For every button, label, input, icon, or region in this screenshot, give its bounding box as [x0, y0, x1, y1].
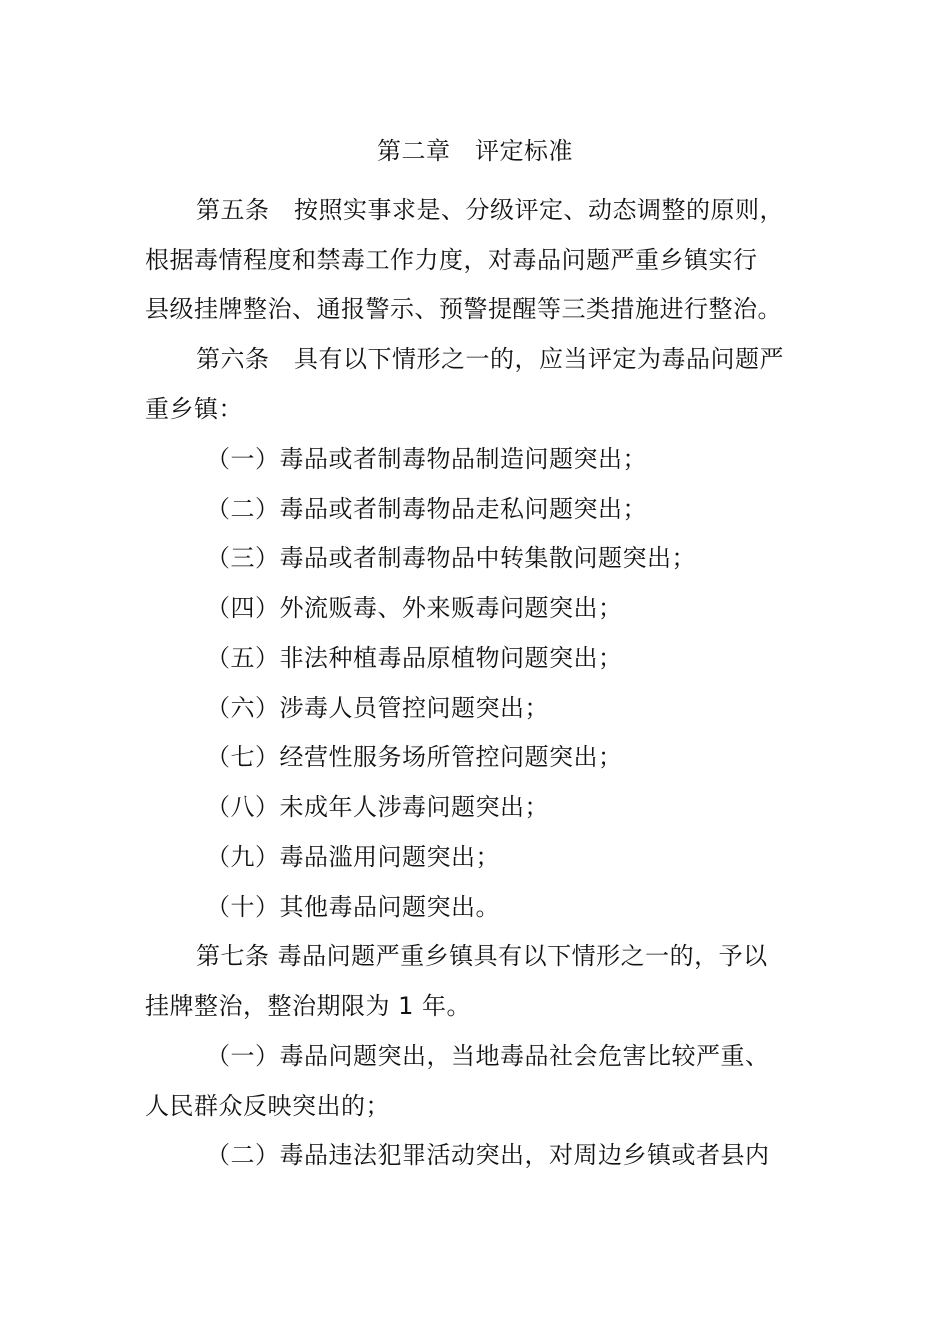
article-7-line-1: 第七条 毒品问题严重乡镇具有以下情形之一的，予以 [196, 942, 768, 970]
chapter-title: 第二章 评定标准 [377, 137, 573, 165]
article-6-item-1: （一）毒品或者制毒物品制造问题突出； [206, 445, 647, 473]
article-6-item-2: （二）毒品或者制毒物品走私问题突出； [206, 495, 647, 523]
article-6-item-8: （八）未成年人涉毒问题突出； [206, 793, 549, 821]
article-6-item-6: （六）涉毒人员管控问题突出； [206, 694, 549, 722]
article-6-item-5: （五）非法种植毒品原植物问题突出； [206, 644, 623, 672]
article-6-item-9: （九）毒品滥用问题突出； [206, 843, 500, 871]
article-5-line-2: 根据毒情程度和禁毒工作力度，对毒品问题严重乡镇实行 [145, 246, 758, 274]
article-5-line-1: 第五条 按照实事求是、分级评定、动态调整的原则， [196, 196, 784, 224]
article-6-item-4: （四）外流贩毒、外来贩毒问题突出； [206, 594, 623, 622]
article-6-item-7: （七）经营性服务场所管控问题突出； [206, 743, 623, 771]
article-7-item-1-line-1: （一）毒品问题突出，当地毒品社会危害比较严重、 [206, 1042, 770, 1070]
article-5-line-3: 县级挂牌整治、通报警示、预警提醒等三类措施进行整治。 [145, 295, 782, 323]
article-7-item-2-line-1: （二）毒品违法犯罪活动突出，对周边乡镇或者县内 [206, 1141, 770, 1169]
article-6-line-2: 重乡镇： [145, 395, 243, 423]
article-7-item-1-line-2: 人民群众反映突出的； [145, 1092, 390, 1120]
article-6-line-1: 第六条 具有以下情形之一的，应当评定为毒品问题严 [196, 345, 784, 373]
article-6-item-3: （三）毒品或者制毒物品中转集散问题突出； [206, 544, 696, 572]
article-7-line-2: 挂牌整治，整治期限为 1 年。 [145, 992, 472, 1020]
article-6-item-10: （十）其他毒品问题突出。 [206, 893, 500, 921]
